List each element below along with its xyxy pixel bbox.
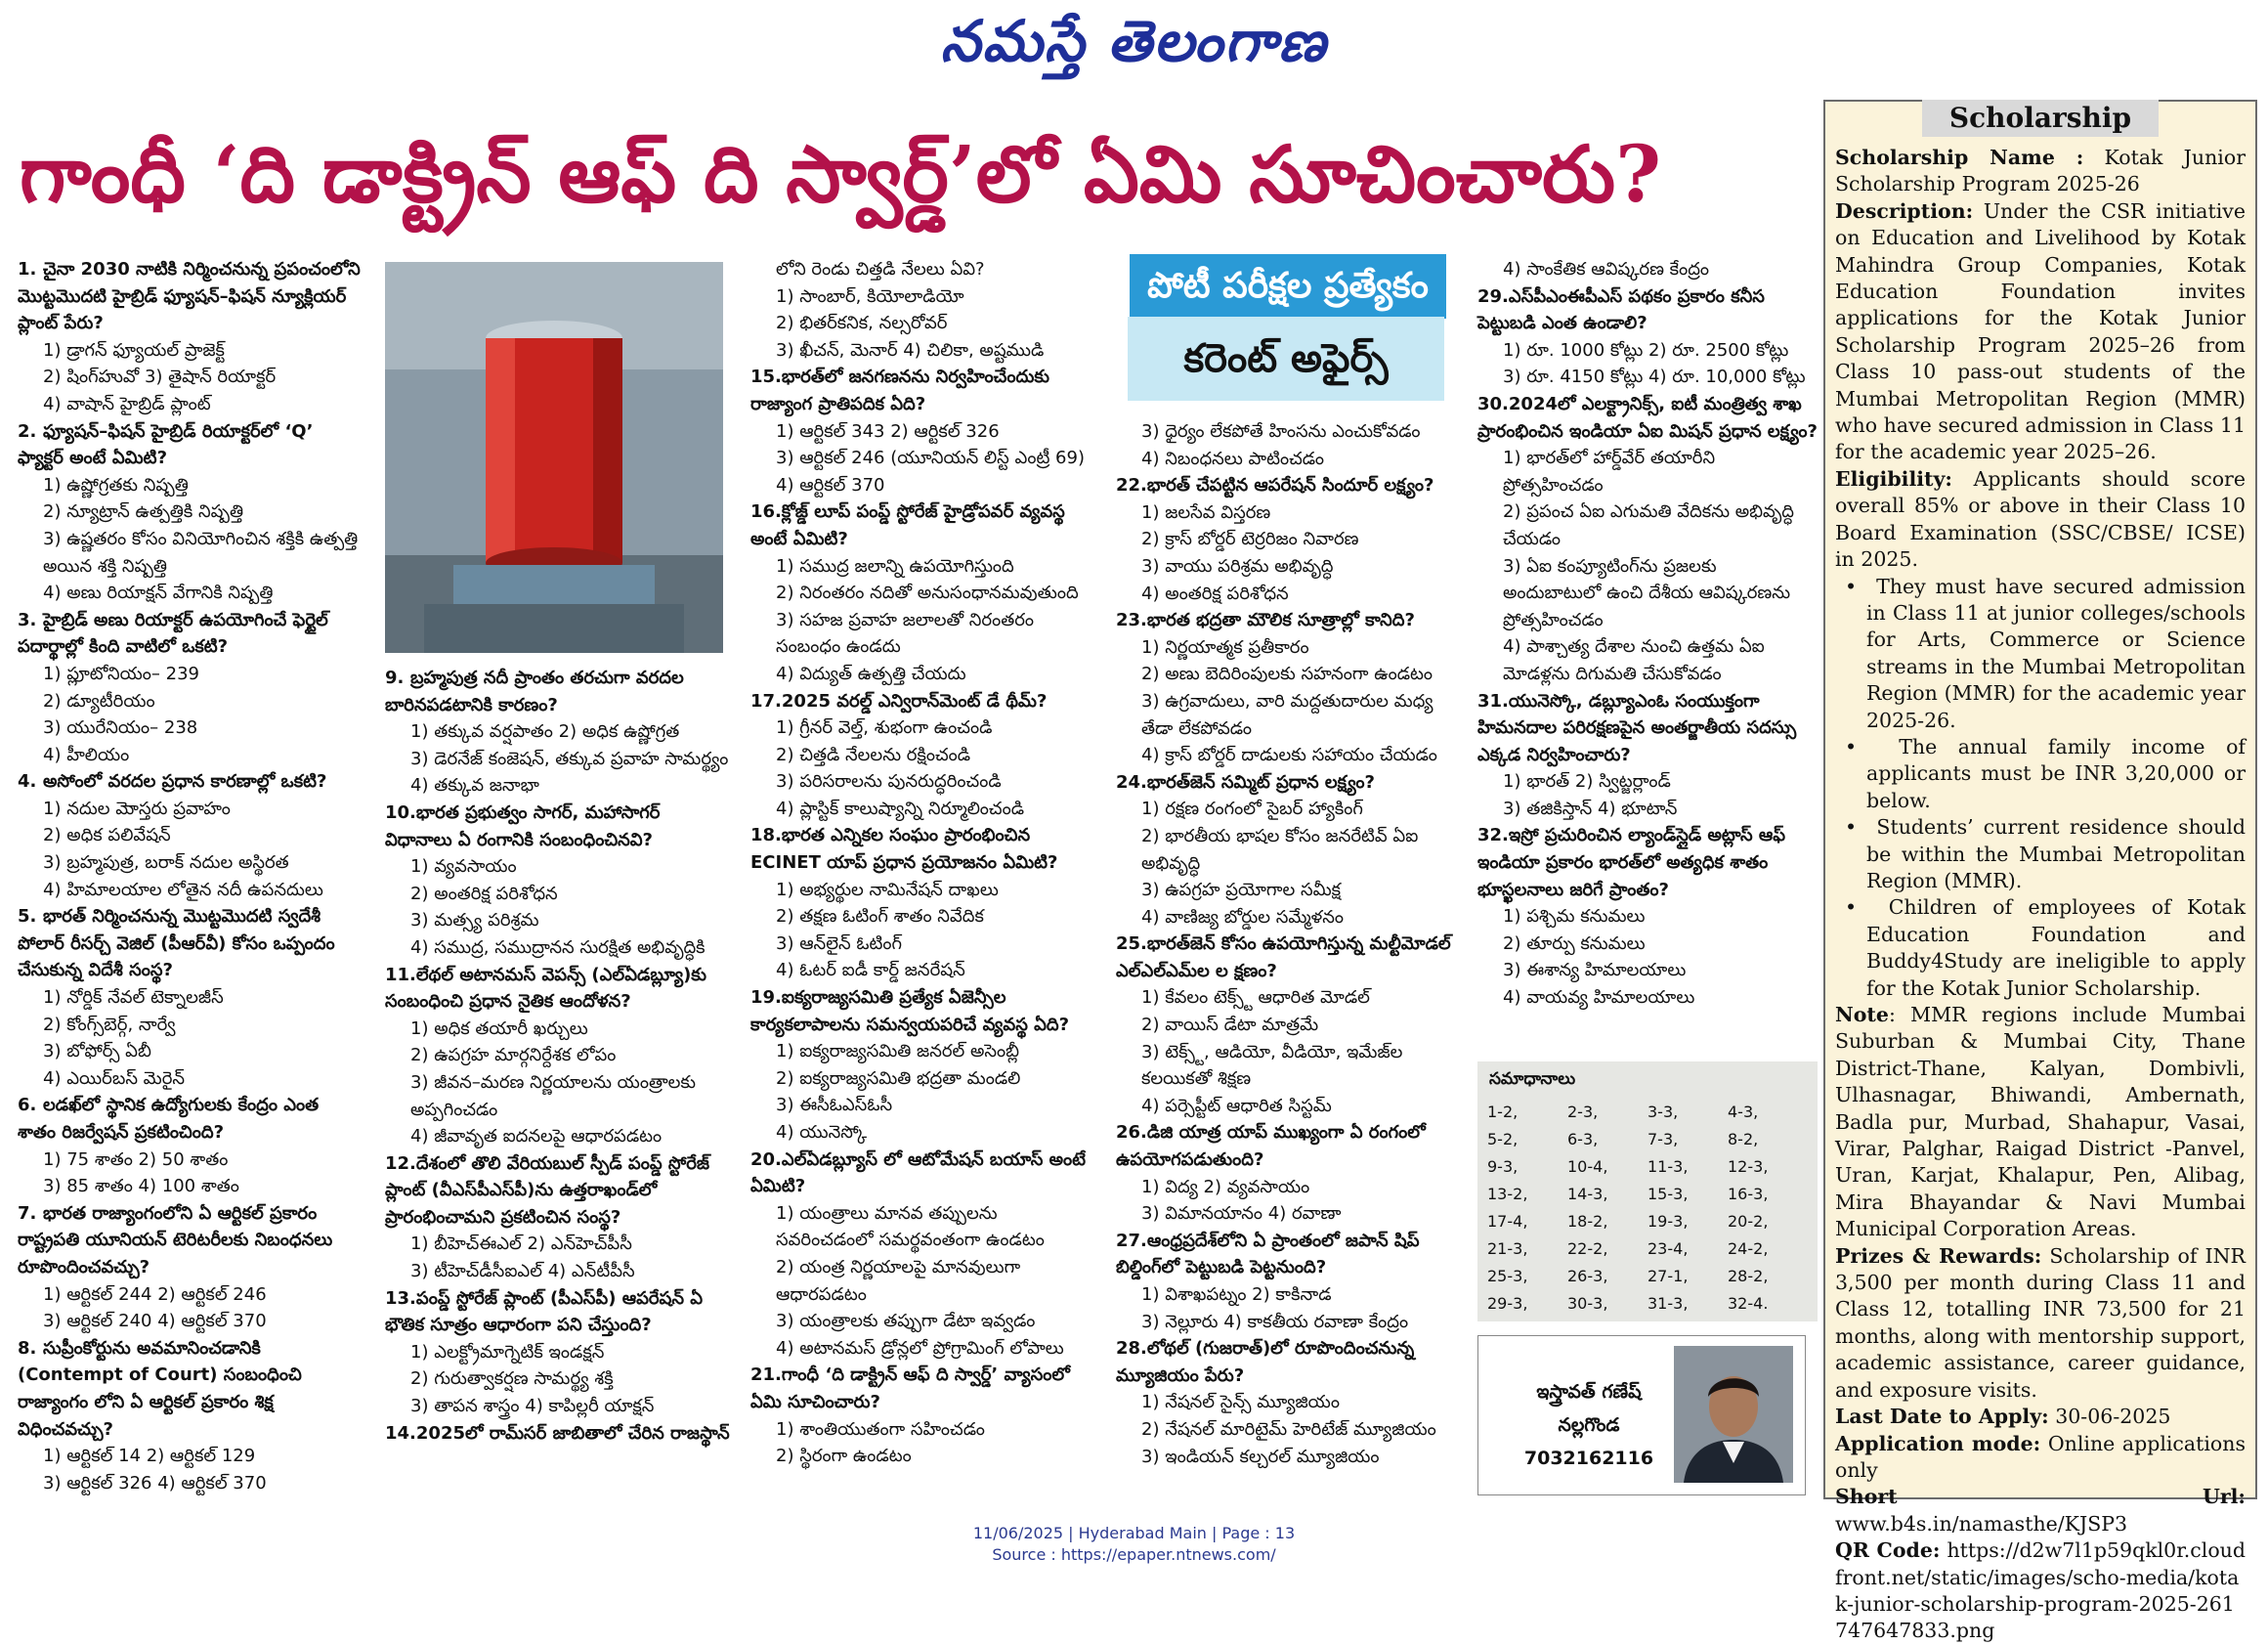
answer-option: 4) అణు రియాక్షన్ వేగానికి నిష్పత్తి [43, 583, 274, 604]
answer-key-item: 2-3, [1567, 1103, 1599, 1121]
question [1477, 391, 1819, 445]
answer-option: 1) ఐక్యరాజ్యసమితి జనరల్ అసెంబ్లీ [776, 1041, 1020, 1062]
answer-key-item: 3-3, [1648, 1103, 1679, 1121]
answer-key-grid [1487, 1099, 1810, 1318]
answer-key-item: 10-4, [1567, 1157, 1608, 1176]
answer-option: 3) 85 శాతం 4) 100 శాతం [43, 1176, 239, 1197]
question-number: 20. [750, 1148, 782, 1170]
answer-option: 3) టెక్స్ట్, ఆడియో, వీడియో, ఇమేజ్‌ల కలయికతో శిక్షణ [1141, 1041, 1403, 1090]
answer-option: 2) చిత్తడి నేలలను రక్షించండి [776, 744, 971, 765]
question-text: 2024లో ఎలక్ట్రానిక్స్, ఐటీ మంత్రిత్వ శాఖ ప్రారంభించిన ఇండియా ఏఐ మిషన్ ప్రధాన లక్ష్యం? [1477, 393, 1818, 442]
question [750, 688, 1098, 715]
question [1116, 1119, 1464, 1173]
question-text: గాంధీ ‘ది డాక్ట్రిన్ ఆఫ్ ది స్వార్డ్’ వ్యాసంలో ఏమి సూచించారు? [750, 1364, 1070, 1412]
answer-option: 1) యంత్రాలు మానవ తప్పులను సవరించడంలో సమర్థవంతంగా ఉండటం [776, 1202, 1045, 1251]
edition-info: 11/06/2025 | Hyderabad Main | Page : 13 [972, 1524, 1296, 1542]
page-footer [0, 1523, 2268, 1566]
answer-option: 3) డెరనేజ్ కంజెషన్, తక్కువ ప్రవాహ సామర్థ్యం [410, 748, 729, 769]
answer-option: 4) సముద్ర, సముద్రానన సురక్షిత అభివృద్ధికి [410, 936, 706, 958]
answer-option: 1) బీహెచ్ఈఎల్ 2) ఎన్‌హెచ్‌పీసీ [410, 1234, 632, 1255]
questions-column-4 [1116, 418, 1464, 1470]
questions-column-3 [750, 256, 1098, 1470]
prizes-label: Prizes & Rewards: [1835, 1243, 2042, 1268]
question-number: 7. [18, 1202, 37, 1224]
eligibility-bullet: • Children of employees of Kotak Education Foundation and Buddy4Study are ineligible to apply for the Kotak Junior Scholarship. [1845, 895, 2246, 1000]
short-url-label: Short Url: [1835, 1485, 2246, 1509]
eligibility-label: Eligibility: [1835, 466, 1952, 491]
question-text: లడఖ్‌లో స్థానిక ఉద్యోగులకు కేంద్రం ఎంత శాతం రిజర్వేషన్ ప్రకటించింది? [18, 1095, 320, 1143]
question-number: 14. [385, 1422, 416, 1444]
answer-option: 2) అధిక పలివేషన్ [43, 825, 171, 846]
answer-option: 1) డ్రాగన్ ఫ్యూయల్ ప్రాజెక్ట్ [43, 339, 225, 361]
question [385, 1285, 733, 1339]
eligibility-text: Applicants should score overall 85% or above in their Class 10 Board Examination (SSC/CBSE/ ICSE) in 2025. [1835, 466, 2246, 572]
question [1116, 472, 1464, 499]
question-number: 1. [18, 259, 37, 280]
author-box [1477, 1335, 1806, 1495]
question-text: అసోంలో వరదల ప్రధాన కారణాల్లో ఒకటి? [43, 771, 327, 793]
answer-option: 3) తాపన శాస్త్రం 4) కాపిల్లరీ యాక్షన్ [410, 1396, 655, 1417]
qr-code-label: QR Code: [1835, 1538, 1941, 1563]
answer-option: 2) యంత్ర నిర్ణయాలపై మానవులుగా ఆధారపడటం [776, 1256, 1021, 1305]
eligibility-bullet: • Students’ current residence should be within the Mumbai Metropolitan Region (MMR). [1845, 815, 2247, 892]
question [750, 1362, 1098, 1415]
question [385, 800, 733, 853]
question-text: లేథల్ అటానమస్ వెపన్స్ (ఎల్ఏడబ్ల్యూ)కు సంబంధించి ప్రధాన నైతిక ఆందోళన? [385, 964, 706, 1013]
answer-option: 3) రూ. 4150 కోట్లు 4) రూ. 10,000 కోట్లు [1503, 367, 1806, 388]
answer-option: 3) ఆర్టికల్ 240 4) ఆర్టికల్ 370 [43, 1311, 267, 1332]
answer-option: 1) కేవలం టెక్స్ట్ ఆధారిత మోడల్ [1141, 987, 1370, 1009]
question-text: బ్రహ్మపుత్ర నదీ ప్రాంతం తరచుగా వరదల బారినపడటానికి కారణం? [385, 668, 684, 715]
question-number: 2. [18, 420, 37, 442]
question-number: 28. [1116, 1338, 1147, 1360]
question [385, 1420, 733, 1448]
answer-key-item: 9-3, [1487, 1157, 1519, 1176]
answer-option: 1) పశ్చిమ కనుమలు [1503, 906, 1646, 928]
answer-option: 3) ఖీచన్, మెనార్ 4) చిలికా, అష్టముడి [776, 339, 1045, 361]
question-number: 32. [1477, 825, 1509, 846]
answer-option: 2) న్యూట్రాన్ ఉత్పత్తికి నిష్పత్తి [43, 501, 244, 523]
question-text: భారత భద్రతా మౌలిక సూత్రాల్లో కానిది? [1146, 610, 1415, 631]
answer-option: 4) ఆర్టికల్ 370 [776, 474, 885, 496]
author-name: ఇస్త్రావత్ గణేష్ [1536, 1381, 1642, 1403]
author-portrait [1674, 1346, 1793, 1483]
answer-option: 2) ఐక్యరాజ్యసమితి భద్రతా మండలి [776, 1067, 1021, 1089]
author-details [1506, 1375, 1672, 1475]
answer-option: 3) బోఫోర్స్ ఏబీ [43, 1041, 151, 1062]
answer-option: 3) యురేనియం– 238 [43, 717, 198, 739]
question-text: భారత్‌లో జనగణనను నిర్వహించేందుకు రాజ్యాంగ ప్రాతిపదిక ఏది? [750, 367, 1050, 414]
answer-option: 1) తక్కువ వర్షపాతం 2) అధిక ఉష్ణోగ్రత [410, 721, 680, 743]
question [18, 607, 362, 661]
question-continuation: లోని రెండు చిత్తడి నేలలు ఏవి? [776, 259, 985, 280]
answer-option: 1) రక్షణ రంగంలో సైబర్ హ్యాకింగ్ [1141, 799, 1363, 820]
answer-option: 4) వాయవ్య హిమాలయాలు [1503, 987, 1695, 1009]
scholarship-heading-bar [1825, 100, 2255, 137]
question [750, 822, 1098, 876]
question-number: 26. [1116, 1122, 1147, 1144]
question-number: 4. [18, 771, 37, 793]
answer-option: 2) ఉపగ్రహ మార్గనిర్దేశక లోపం [410, 1045, 617, 1066]
answer-key-item: 7-3, [1648, 1130, 1679, 1148]
answer-option: 1) ఆర్టికల్ 343 2) ఆర్టికల్ 326 [776, 420, 1000, 442]
answer-option: 3) ఉగ్రవాదులు, వారి మద్దతుదారుల మధ్య తేడా లేకపోవడం [1141, 690, 1434, 739]
answer-option: 4) తక్కువ జనాభా [410, 775, 539, 797]
newspaper-masthead: నమస్తే తెలంగాణ [940, 8, 1328, 74]
question-number: 13. [385, 1287, 416, 1309]
answer-option: 3) ఈశాన్య హిమాలయాలు [1503, 960, 1687, 981]
answer-option: 2) తూర్పు కనుమలు [1503, 932, 1646, 954]
answer-option: 4) అటానమస్ డ్రోన్లలో ప్రోగ్రామింగ్ లోపాలు [776, 1337, 1064, 1359]
answer-option: 4) విద్యుత్ ఉత్పత్తి చేయదు [776, 663, 966, 684]
question [18, 1200, 362, 1281]
answer-option: 1) నదుల మెాస్తరు ప్రవాహం [43, 798, 231, 819]
answer-option: 1) అధిక తయారీ ఖర్చులు [410, 1017, 588, 1039]
answer-option: 3) ఆన్‌లైన్ ఓటింగ్ [776, 932, 902, 954]
answer-option: 4) సాంకేతిక ఆవిష్కరణ కేంద్రం [1503, 259, 1710, 280]
question-number: 9. [385, 668, 405, 688]
author-phone: 7032162116 [1523, 1448, 1654, 1469]
question-number: 15. [750, 367, 782, 388]
answer-option: 4) పాశ్చాత్య దేశాల నుంచి ఉత్తమ ఏఐ మోడళ్లను దిగుమతి చేసుకోవడం [1503, 636, 1765, 684]
answer-option: 4) వాషాన్ హైబ్రిడ్ ప్లాంట్ [43, 393, 211, 414]
question-number: 19. [750, 987, 782, 1009]
question-number: 16. [750, 501, 782, 523]
answer-option: 1) భారత్ 2) స్విట్జర్లాండ్ [1503, 771, 1671, 793]
answer-option: 3) ఉష్ణతరం కోసం వినియోగించిన శక్తికి ఉత్పత్తి అయిన శక్తి నిష్పత్తి [43, 528, 359, 577]
question-text: దేశంలో తొలి వేరియబుల్ స్పీడ్ పంప్డ్ స్టోరేజ్ ప్లాంట్ (వీఎస్‌పీఎస్‌పీ)ను ఉత్తరాఖండ్‌లో ప్రారంభించామని ప్రకటించిన సంస్థ? [385, 1152, 710, 1228]
answer-option: 2) అంతరిక్ష పరిశోధన [410, 883, 558, 904]
questions-column-2 [385, 665, 733, 1447]
answer-key-item: 30-3, [1567, 1294, 1608, 1313]
answer-key-item: 12-3, [1728, 1157, 1769, 1176]
answer-option: 2) నేషనల్ మారిటైమ్ హెరిటేజ్ మ్యూజియం [1141, 1418, 1436, 1440]
answer-option: 4) జీవావృత ఐదనలపై ఆధారపడటం [410, 1126, 663, 1147]
answer-option: 1) ఉష్ణోగ్రతకు నిష్పత్తి [43, 474, 189, 496]
eligibility-bullet: • The annual family income of applicants must be INR 3,20,000 or below. [1845, 734, 2246, 812]
answer-option: 3) ఆర్టికల్ 246 (యూనియన్ లిస్ట్ ఎంట్రీ 69) [776, 448, 1085, 469]
application-mode-label: Application mode: [1835, 1431, 2041, 1455]
scholarship-box [1823, 100, 2257, 1643]
question-text: ఆంధ్రప్రదేశ్‌లోని ఏ ప్రాంతంలో జపాన్ షిప్ బిల్డింగ్‌లో పెట్టుబడి పెట్టనుంది? [1116, 1230, 1420, 1278]
scholarship-body [1835, 145, 2246, 1645]
answer-key-item: 13-2, [1487, 1185, 1528, 1203]
question-number: 11. [385, 964, 416, 985]
question-text: డిజి యాత్ర యాప్ ముఖ్యంగా ఏ రంగంలో ఉపయోగపడుతుంది? [1116, 1122, 1426, 1171]
answer-option: 2) షింగ్‌హువో 3) తైషాన్ రియాక్టర్ [43, 367, 277, 388]
question-text: ఐక్యరాజ్యసమితి ప్రత్యేక ఏజెన్సీల కార్యకలాపాలను సమన్వయపరిచే వ్యవస్థ ఏది? [750, 987, 1070, 1035]
answer-key-item: 14-3, [1567, 1185, 1608, 1203]
eligibility-bullet: • They must have secured admission in Class 11 at junior colleges/schools for Arts, Commerce or Science streams in the Mumbai Metropolitan Region (MMR) for the academic year 2025-26. [1845, 574, 2246, 732]
description-text: Under the CSR initiative on Education and Livelihood by Kotak Mahindra Group Companies, Kotak Education Foundation invites applications for the Kotak Junior Scholarship Program 2025–26 from Class 10 pass-out students of the Mumbai Metropolitan Region (MMR) who have secured admission in Class 11 for the academic year 2025–26. [1835, 198, 2246, 464]
answer-option: 4) క్రాస్ బోర్డర్ దాడులకు సహాయం చేయడం [1141, 745, 1437, 766]
answer-option: 4) ఎయిర్‌బస్ మెరైన్ [43, 1067, 186, 1089]
answer-option: 4) ప్లాస్టిక్ కాలుష్యాన్ని నిర్మూలించండి [776, 798, 1025, 819]
question-number: 6. [18, 1095, 37, 1116]
answer-option: 2) స్థిరంగా ఉండటం [776, 1446, 912, 1467]
answer-option: 2) డ్యూటీరియం [43, 690, 155, 712]
application-mode-value: Online applications only [1835, 1431, 2246, 1482]
question-text: భారత్ చేపట్టిన ఆపరేషన్ సిందూర్ లక్ష్యం? [1146, 475, 1434, 497]
answer-option: 3) సహజ ప్రవాహ జలాలతో నిరంతరం సంబంధం ఉండదు [776, 609, 1035, 658]
answer-option: 1) విద్య 2) వ్యవసాయం [1141, 1176, 1310, 1197]
answer-option: 4) వాణిజ్య బోర్డుల సమ్మేళనం [1141, 906, 1344, 928]
question [1116, 1335, 1464, 1389]
answer-key-item: 25-3, [1487, 1267, 1528, 1285]
answer-key-item: 8-2, [1728, 1130, 1759, 1148]
answer-option: 3) యంత్రాలకు తప్పుగా డేటా ఇవ్వడం [776, 1311, 1036, 1332]
answer-key-item: 17-4, [1487, 1212, 1528, 1231]
question-number: 29. [1477, 285, 1509, 307]
question [1116, 931, 1464, 984]
answer-option: 2) గురుత్వాకర్షణ సామర్థ్య శక్తి [410, 1368, 614, 1390]
current-affairs-badge: కరెంట్ అఫైర్స్ [1128, 317, 1444, 401]
question [18, 903, 362, 984]
question-number: 27. [1116, 1230, 1147, 1251]
answer-option: 3) పరిసరాలను పునరుద్ధరించండి [776, 771, 1002, 793]
answer-key-item: 18-2, [1567, 1212, 1608, 1231]
question [18, 256, 362, 337]
answer-option: 3) తజికిస్తాన్ 4) భూటాన్ [1503, 798, 1678, 819]
question [1116, 1228, 1464, 1281]
question-text: సుప్రీంకోర్టును అవమానించడానికి (Contempt of Court) సంబంధించి రాజ్యాంగం లోని ఏ ఆర్టికల్ ప్రకారం శిక్ష విధించవచ్చు? [18, 1337, 302, 1440]
answer-option: 4) అంతరిక్ష పరిశోధన [1141, 583, 1289, 604]
answer-option: 3) ధైర్యం లేకపోతే హింసను ఎంచుకోవడం [1141, 421, 1421, 442]
answer-option: 1) ఆర్టికల్ 14 2) ఆర్టికల్ 129 [43, 1446, 256, 1467]
answer-option: 1) జలసేవ విస్తరణ [1141, 501, 1271, 523]
description-label: Description: [1835, 198, 1974, 223]
question-number: 24. [1116, 771, 1147, 793]
answer-option: 1) రూ. 1000 కోట్లు 2) రూ. 2500 కోట్లు [1503, 339, 1789, 361]
answer-option: 3) టీహెచ్‌డీసీఐఎల్ 4) ఎన్‌టీపీసీ [410, 1261, 635, 1282]
question [18, 418, 362, 472]
answer-option: 4) యునెస్కో [776, 1122, 868, 1143]
answer-option: 3) ఇండియన్ కల్చరల్ మ్యూజియం [1141, 1446, 1380, 1467]
question-text: క్లోజ్డ్ లూప్ పంప్డ్ స్టోరేజ్ హైడ్రోపవర్ వ్యవస్థ అంటే ఏమిటి? [750, 501, 1065, 549]
question [18, 1092, 362, 1146]
answer-option: 1) భారత్‌లో హార్డ్‌వేర్ తయారీని ప్రోత్సహించడం [1503, 448, 1716, 496]
question-number: 21. [750, 1364, 782, 1386]
question-number: 30. [1477, 393, 1509, 414]
question [1477, 822, 1819, 903]
answer-key-item: 27-1, [1648, 1267, 1689, 1285]
scholarship-name-label: Scholarship Name : [1835, 146, 2084, 169]
answer-option: 3) ఉపగ్రహ ప్రయోగాల సమీక్ష [1141, 880, 1342, 901]
scholarship-name: Kotak Junior Scholarship Program 2025-26 [1835, 146, 2246, 196]
answer-key-item: 11-3, [1648, 1157, 1689, 1176]
answer-option: 1) నోర్డిక్ నేవల్ టెక్నాలజీస్ [43, 987, 224, 1009]
answer-option: 1) 75 శాతం 2) 50 శాతం [43, 1148, 229, 1170]
answer-option: 2) క్రాస్ బోర్డర్ టెర్రరిజం నివారణ [1141, 529, 1359, 550]
question-text: భారత్‌జెన్ కోసం ఉపయోగిస్తున్న మల్టీమోడల్ ఎల్ఎల్ఎమ్‌ల ల క్షణం? [1116, 933, 1451, 981]
question-text: భారత రాజ్యాంగంలోని ఏ ఆర్టికల్ ప్రకారం రాష్ట్రపతి యూనియన్ టెరిటరీలకు నిబంధనలు రూపొందించవచ్చు? [18, 1202, 333, 1277]
question-number: 18. [750, 825, 782, 846]
answer-key-box [1477, 1061, 1818, 1321]
question-text: 2025 వరల్డ్ ఎన్విరాన్‌మెంట్ డే థీమ్? [781, 690, 1048, 712]
question-number: 25. [1116, 933, 1147, 955]
answer-option: 3) మత్స్య పరిశ్రమ [410, 910, 539, 931]
answer-option: 4) నిబంధనలు పాటించడం [1141, 448, 1324, 469]
question [1477, 283, 1819, 337]
competitive-exams-badge: పోటీ పరీక్షల ప్రత్యేకం [1128, 252, 1448, 321]
last-date-label: Last Date to Apply: [1835, 1405, 2049, 1429]
reactor-illustration [385, 262, 723, 653]
qr-code-link[interactable]: https://d2w7l1p59qkl0r.cloudfront.net/static/images/scho-media/kotak-junior-scholarship-program-2025-261747647833.png [1835, 1538, 2246, 1643]
question-number: 12. [385, 1152, 416, 1174]
page-headline: గాంధీ ‘ది డాక్ట్రిన్ ఆఫ్ ది స్వార్డ్’లో ఏమి సూచించారు? [20, 128, 1661, 220]
question-text: పంప్డ్ స్టోరేజ్ ప్లాంట్ (పీఎస్‌పీ) ఆపరేషన్ ఏ భౌతిక సూత్రం ఆధారంగా పని చేస్తుంది? [385, 1287, 704, 1336]
answer-option: 1) గ్రీనర్ వెల్త్‌, శుభంగా ఉంచండి [776, 717, 993, 739]
answer-key-item: 6-3, [1567, 1130, 1599, 1148]
answer-option: 1) ఎలక్ట్రోమాగ్నెటిక్ ఇండక్షన్ [410, 1341, 605, 1363]
answer-option: 4) పర్సెప్టీట్ ఆధారిత సిస్టమ్ [1141, 1095, 1332, 1116]
answer-key-item: 4-3, [1728, 1103, 1759, 1121]
answer-option: 4) హిమాలయాల లోతైన నదీ ఉపనదులు [43, 879, 323, 900]
answer-key-item: 20-2, [1728, 1212, 1769, 1231]
answer-key-item: 21-3, [1487, 1239, 1528, 1258]
question-number: 31. [1477, 690, 1509, 712]
question [1116, 607, 1464, 634]
questions-column-5 [1477, 256, 1819, 1012]
question [385, 665, 733, 718]
answer-option: 2) అణు బెదిరింపులకు సహనంగా ఉండటం [1141, 664, 1434, 685]
answer-option: 3) వాయు పరిశ్రమ అభివృద్ధి [1141, 555, 1334, 577]
question-text: లోథల్ (గుజరాత్)లో రూపొందించనున్న మ్యూజియం పేరు? [1116, 1338, 1415, 1386]
question-number: 22. [1116, 475, 1147, 497]
answer-option: 1) సాంబార్, కియోలాడియో [776, 285, 964, 307]
note-text: : MMR regions include Mumbai Suburban & Mumbai City, Thane District-Thane, Kalyan, Dombivli, Ulhasnagar, Bhiwandi, Ambernath, Badla pur, Murbad, Shahapur, Vasai, Virar, Palghar, Raigad District -Panvel, Uran, Karjat, Khalapur, Pen, Alibag, Mira Bhayandar & Navi Mumbai Municipal Corporation Areas. [1835, 1003, 2246, 1241]
question-text: చైనా 2030 నాటికి నిర్మించనున్న ప్రపంచంలోని మొట్టమొదటి హైబ్రిడ్ ఫ్యూషన్–ఫిషన్ న్యూక్లియర్ ప్లాంట్ పేరు? [18, 259, 361, 334]
answer-key-item: 26-3, [1567, 1267, 1608, 1285]
answer-option: 3) నెల్లూరు 4) కాకతీయ రవాణా కేంద్రం [1141, 1311, 1409, 1332]
last-date-value: 30-06-2025 [2055, 1405, 2171, 1429]
answer-option: 2) భితర్‌కనిక, నల్సరోవర్ [776, 313, 948, 334]
question-number: 3. [18, 609, 37, 630]
answer-key-item: 22-2, [1567, 1239, 1608, 1258]
question-text: హైబ్రిడ్ అణు రియాక్టర్ ఉపయోగించే ఫెర్టైల్ పదార్థాల్లో కింది వాటిలో ఒకటి? [18, 609, 328, 658]
answer-key-item: 5-2, [1487, 1130, 1519, 1148]
question-number: 10. [385, 801, 416, 823]
answer-option: 4) హీలియం [43, 744, 130, 765]
question-text: భారత్ నిర్మించనున్న మొట్టమొదటి స్వదేశీ పోలార్ రీసర్చ్ వెజిల్ (పీఆర్‌వీ) కోసం ఒప్పందం చేసుకున్న విదేశీ సంస్థ? [18, 906, 335, 981]
question-text: భారత ప్రభుత్వం సాగర్, మహాసాగర్ విధానాలు ఏ రంగానికి సంబంధించినవి? [385, 801, 661, 850]
answer-option: 1) ప్లూటోనియం– 239 [43, 663, 199, 684]
answer-option: 1) వ్యవసాయం [410, 856, 517, 878]
answer-option: 1) సముద్ర జలాన్ని ఉపయోగిస్తుంది [776, 555, 1014, 577]
reactor-photo [385, 262, 723, 653]
answer-option: 2) తక్షణ ఓటింగ్ శాతం నివేదిక [776, 906, 984, 928]
author-photo [1674, 1346, 1793, 1483]
question [750, 1147, 1098, 1200]
answer-key-item: 16-3, [1728, 1185, 1769, 1203]
question-number: 8. [18, 1337, 37, 1359]
answer-key-item: 32-4. [1728, 1294, 1769, 1313]
answer-option: 1) నేషనల్ సైన్స్ మ్యూజియం [1141, 1392, 1340, 1413]
question [750, 364, 1098, 417]
answer-option: 1) అభ్యర్థుల నామినేషన్ దాఖలు [776, 879, 999, 900]
short-url-link[interactable]: www.b4s.in/namasthe/KJSP3 [1835, 1511, 2128, 1536]
answer-key-item: 28-2, [1728, 1267, 1769, 1285]
question-text: ఫ్యూషన్–ఫిషన్ హైబ్రిడ్ రియాక్టర్‌లో ‘Q’ ఫ్యాక్టర్ అంటే ఏమిటి? [18, 420, 314, 469]
question [1116, 769, 1464, 797]
answer-option: 2) భారతీయ భాషల కోసం జనరేటివ్ ఏఐ అభివృద్ధి [1141, 825, 1419, 874]
answer-option: 1) శాంతియుతంగా సహించడం [776, 1418, 985, 1440]
note-label: Note [1835, 1003, 1889, 1026]
question [385, 962, 733, 1016]
answer-option: 3) ఈసీఓఎస్ఓసీ [776, 1095, 893, 1116]
question [385, 1150, 733, 1232]
question-number: 23. [1116, 610, 1147, 631]
question [18, 768, 362, 796]
answer-option: 3) జీవన–మరణ నిర్ణయాలను యంత్రాలకు అప్పగించడం [410, 1071, 697, 1120]
question-text: ఎల్ఏడబ్ల్యూస్ లో ఆటోమేషన్ బయాస్ అంటే ఏమిటి? [750, 1148, 1087, 1197]
answer-option: 2) ప్రపంచ ఏఐ ఎగుమతి వేదికను అభివృద్ధి చేయడం [1503, 501, 1794, 549]
author-place: నల్లగొండ [1558, 1414, 1620, 1436]
answer-option: 4) ఓటర్ ఐడీ కార్డ్ జనరేషన్ [776, 960, 965, 981]
question-text: యునెస్కో, డబ్ల్యూఎంఓ సంయుక్తంగా హిమనదాల పరిరక్షణపైన అంతర్జాతీయ సదస్సు ఎక్కడ నిర్వహించారు? [1477, 690, 1797, 765]
question-text: భారత ఎన్నికల సంఘం ప్రారంభించిన ECINET యాప్ ప్రధాన ప్రయోజనం ఏమిటి? [750, 825, 1058, 874]
question [1477, 688, 1819, 769]
answer-key-heading: సమాధానాలు [1489, 1069, 1576, 1089]
prizes-text: Scholarship of INR 3,500 per month during Class 11 and Class 12, totalling INR 73,500 for 21 months, along with mentorship support, academic assistance, career guidance, and exposure visits. [1835, 1243, 2246, 1402]
answer-key-item: 24-2, [1728, 1239, 1769, 1258]
question-text: భారత్‌జెన్ సమ్మిట్ ప్రధాన లక్ష్యం? [1146, 771, 1375, 793]
question-number: 17. [750, 690, 782, 712]
question [750, 984, 1098, 1038]
answer-option: 3) ఏఐ కంప్యూటింగ్‌ను ప్రజలకు అందుబాటులో ఉంచి దేశీయ ఆవిష్కరణను ప్రోత్సహించడం [1503, 555, 1791, 630]
answer-key-item: 1-2, [1487, 1103, 1519, 1121]
answer-key-item: 29-3, [1487, 1294, 1528, 1313]
answer-key-item: 23-4, [1648, 1239, 1689, 1258]
answer-key-item: 19-3, [1648, 1212, 1689, 1231]
questions-column-1 [18, 256, 362, 1496]
answer-option: 2) వాయిస్ డేటా మాత్రమే [1141, 1015, 1319, 1036]
answer-option: 1) విశాఖపట్నం 2) కాకినాడ [1141, 1284, 1332, 1305]
question-text: ఎస్‌పీఎంఈపీఎస్ పథకం ప్రకారం కనీస పెట్టుబడి ఎంత ఉండాలి? [1477, 285, 1765, 334]
answer-option: 2) కోంగ్స్‌బెర్గ్, నార్వే [43, 1014, 176, 1035]
source-link[interactable]: Source : https://epaper.ntnews.com/ [992, 1545, 1276, 1564]
answer-option: 1) నిర్ణయాత్మక ప్రతీకారం [1141, 636, 1309, 658]
answer-option: 2) నిరంతరం నదితో అనుసంధానమవుతుంది [776, 583, 1079, 604]
question-number: 5. [18, 906, 37, 928]
question [18, 1335, 362, 1443]
question-text: ఇస్రో ప్రచురించిన ల్యాండ్‌స్లైడ్ అట్లాస్ ఆఫ్ ఇండియా ప్రకారం భారత్‌లో అత్యధిక శాతం భూస్ఖలనాలు జరిగే ప్రాంతం? [1477, 825, 1786, 900]
answer-key-item: 15-3, [1648, 1185, 1689, 1203]
question [750, 498, 1098, 552]
answer-option: 3) బ్రహ్మపుత్ర, బరాక్ నదుల అస్థిరత [43, 852, 289, 874]
answer-option: 3) ఆర్టికల్ 326 4) ఆర్టికల్ 370 [43, 1472, 267, 1493]
answer-option: 1) ఆర్టికల్ 244 2) ఆర్టికల్ 246 [43, 1283, 267, 1305]
scholarship-heading: Scholarship [1922, 100, 2159, 137]
question-text: 2025లో రామ్‌సర్ జాబితాలో చేరిన రాజస్థాన్ [415, 1422, 730, 1444]
answer-key-item: 31-3, [1648, 1294, 1689, 1313]
answer-option: 3) విమానయానం 4) రవాణా [1141, 1203, 1342, 1225]
